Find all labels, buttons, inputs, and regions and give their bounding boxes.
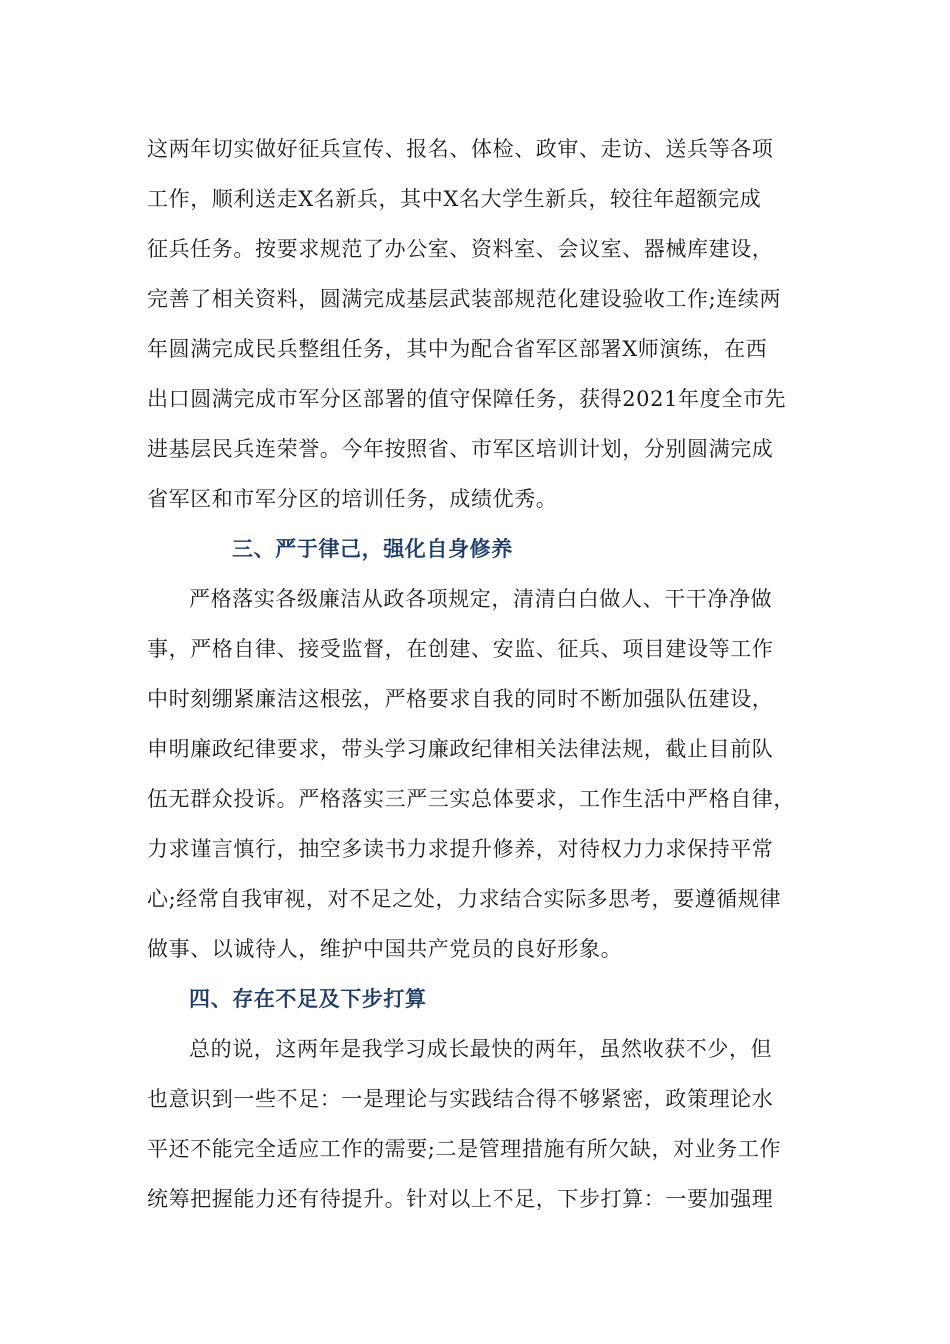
text-line: 出口圆满完成市军分区部署的值守保障任务，获得2021年度全市先 <box>147 387 787 411</box>
text-line: 统筹把握能力还有待提升。针对以上不足，下步打算：一要加强理 <box>147 1187 774 1211</box>
text-line: 严格落实各级廉洁从政各项规定，清清白白做人、干干净净做 <box>189 587 773 611</box>
text-line: 总的说，这两年是我学习成长最快的两年，虽然收获不少，但 <box>189 1037 773 1061</box>
text-line: 省军区和市军分区的培训任务，成绩优秀。 <box>147 487 558 511</box>
text-line: 做事、以诚待人，维护中国共产党员的良好形象。 <box>147 937 623 961</box>
text-line: 心;经常自我审视，对不足之处，力求结合实际多思考，要遵循规律 <box>147 887 782 911</box>
text-line: 进基层民兵连荣誉。今年按照省、市军区培训计划，分别圆满完成 <box>147 437 774 461</box>
text-line: 事，严格自律、接受监督，在创建、安监、征兵、项目建设等工作 <box>147 637 774 661</box>
text-line: 伍无群众投诉。严格落实三严三实总体要求，工作生活中严格自律， <box>147 787 795 811</box>
text-line: 征兵任务。按要求规范了办公室、资料室、会议室、器械库建设， <box>147 237 774 261</box>
text-line: 完善了相关资料，圆满完成基层武装部规范化建设验收工作;连续两 <box>147 287 782 311</box>
section-heading-3: 三、严于律己，强化自身修养 <box>232 536 513 561</box>
text-line: 平还不能完全适应工作的需要;二是管理措施有所欠缺，对业务工作 <box>147 1137 782 1161</box>
text-line: 申明廉政纪律要求，带头学习廉政纪律相关法律法规，截止目前队 <box>147 737 774 761</box>
text-line: 也意识到一些不足：一是理论与实践结合得不够紧密，政策理论水 <box>147 1087 774 1111</box>
section-heading-4: 四、存在不足及下步打算 <box>189 986 427 1011</box>
text-line: 这两年切实做好征兵宣传、报名、体检、政审、走访、送兵等各项 <box>147 137 774 161</box>
text-line: 工作，顺利送走X名新兵，其中X名大学生新兵，较往年超额完成 <box>147 187 762 211</box>
text-line: 中时刻绷紧廉洁这根弦，严格要求自我的同时不断加强队伍建设， <box>147 687 774 711</box>
text-line: 力求谨言慎行，抽空多读书力求提升修养，对待权力力求保持平常 <box>147 837 774 861</box>
text-line: 年圆满完成民兵整组任务，其中为配合省军区部署X师演练，在西 <box>147 337 768 361</box>
